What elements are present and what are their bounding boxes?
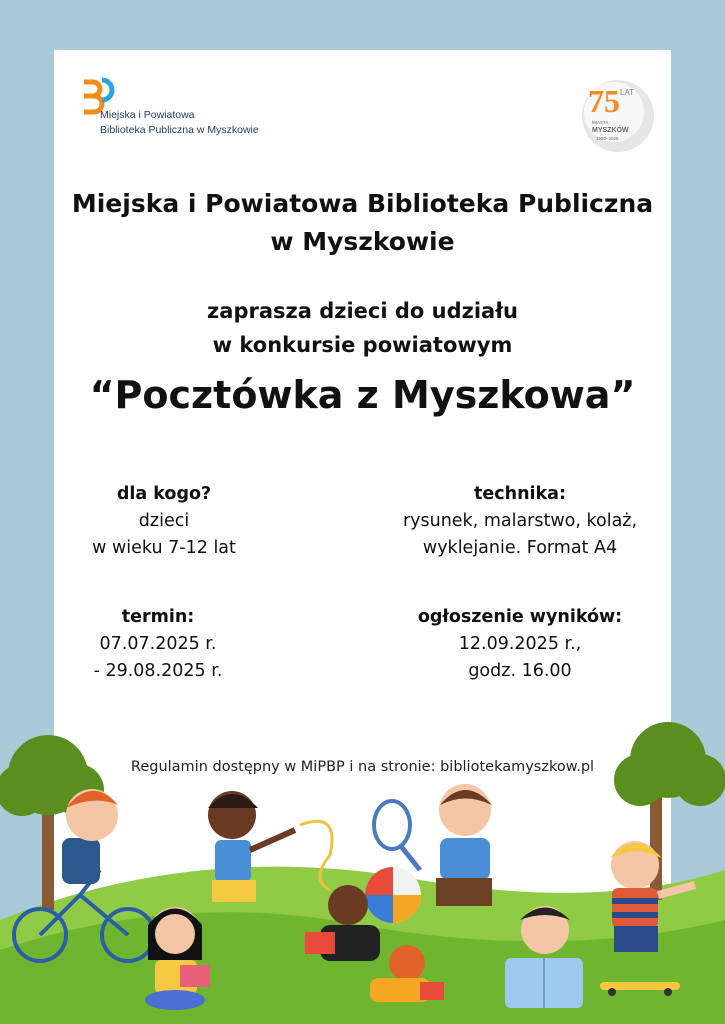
info-results-line-1: 12.09.2025 r.,: [458, 634, 582, 654]
info-who-line-2: w wieku 7-12 lat: [92, 538, 236, 558]
info-deadline-line-1: 07.07.2025 r.: [99, 634, 217, 654]
info-who: [64, 481, 264, 562]
invitation-text: [54, 294, 671, 362]
info-technique-heading: technika:: [474, 484, 566, 504]
info-technique-line-2: wyklejanie. Format A4: [422, 538, 618, 558]
logo-line-1: Miejska i Powiatowa: [100, 109, 195, 121]
info-deadline: [58, 604, 258, 685]
badge-city: MYSZKÓW: [592, 127, 629, 134]
library-logo-text: [100, 108, 259, 138]
info-technique-line-1: rysunek, malarstwo, kolaż,: [402, 511, 638, 531]
badge-years: 1950–2025: [596, 136, 619, 141]
regulations-note: Regulamin dostępny w MiPBP i na stronie: bibliotekamyszkow.pl: [130, 759, 595, 775]
invitation-line-1: zaprasza dzieci do udziału: [207, 299, 518, 323]
logo-line-2: Biblioteka Publiczna w Myszkowie: [100, 124, 259, 136]
contest-title: “Pocztówka z Myszkowa”: [89, 373, 636, 417]
info-results-line-2: godz. 16.00: [468, 661, 572, 681]
organizer-line-2: w Myszkowie: [270, 227, 455, 256]
info-results-heading: ogłoszenie wyników:: [417, 607, 623, 627]
organizer-line-1: Miejska i Powiatowa Biblioteka Publiczna: [71, 189, 654, 218]
invitation-line-2: w konkursie powiatowym: [212, 333, 513, 357]
beach-ball-icon: [365, 867, 421, 923]
info-deadline-line-2: - 29.08.2025 r.: [93, 661, 223, 681]
badge-small-top: MIASTA: [592, 120, 609, 125]
info-who-line-1: dzieci: [138, 511, 190, 531]
info-results: [400, 604, 640, 685]
info-technique: [380, 481, 660, 562]
library-logo: [80, 76, 260, 146]
info-who-heading: dla kogo?: [116, 484, 212, 504]
badge-lat: LAT: [620, 88, 635, 97]
organizer-title: [54, 185, 671, 261]
info-deadline-heading: termin:: [121, 607, 195, 627]
anniversary-badge: [568, 68, 660, 160]
badge-number: 75: [588, 83, 620, 119]
